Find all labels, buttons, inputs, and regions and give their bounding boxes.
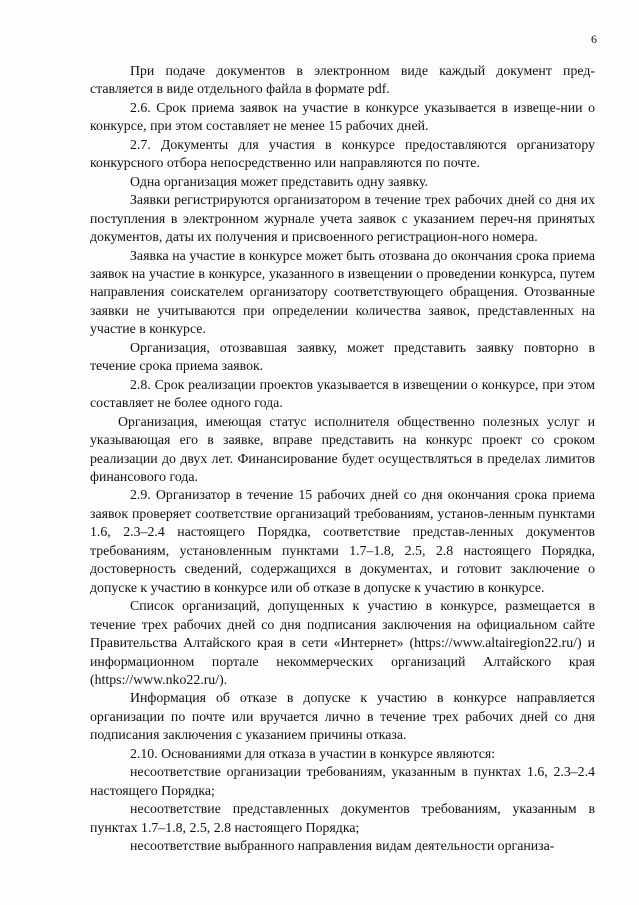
paragraph-reason-documents: несоответствие представленных документов требованиям, указанным в пунктах 1.7–1.8, 2.5, 2.8 настоящего Порядка; — [90, 801, 595, 835]
paragraph-pdf-format: При подаче документов в электронном виде каждый документ пред-ставляется в виде отдельного файла в формате pdf. — [90, 63, 595, 97]
paragraph-registration: Заявки регистрируются организатором в течение трех рабочих дней со дня их поступления в электронном журнале учета заявок с указанием переч-ня принятых документов, даты их получения и присвоенного регистрацион-ного номера. — [90, 192, 595, 245]
paragraph-refusal-info: Информация об отказе в допуске к участию в конкурсе направляется организации по почте или вручается лично в течение трех рабочих дней со дня подписания заключения с указанием причины отказа. — [90, 690, 595, 743]
paragraph-reason-organization: несоответствие организации требованиям, указанным в пунктах 1.6, 2.3–2.4 настоящего Порядка; — [90, 764, 595, 798]
paragraph-reason-direction: несоответствие выбранного направления видам деятельности организа- — [130, 838, 555, 854]
page-number: 6 — [591, 32, 597, 46]
document-body — [90, 62, 595, 855]
paragraph-2-6: 2.6. Срок приема заявок на участие в конкурсе указывается в извеще-нии о конкурсе, при этом составляет не менее 15 рабочих дней. — [90, 99, 595, 134]
paragraph-2-8: 2.8. Срок реализации проектов указывается в извещении о конкурсе, при этом составляет не более одного года. — [90, 376, 595, 411]
paragraph-2-7: 2.7. Документы для участия в конкурсе предоставляются организатору конкурсного отбора непосредственно или направляются по почте. — [90, 136, 595, 171]
paragraph-2-10: 2.10. Основаниями для отказа в участии в конкурсе являются: — [130, 745, 496, 761]
paragraph-2-9: 2.9. Организатор в течение 15 рабочих дней со дня окончания срока приема заявок проверяет соответствие организаций требованиям, установ-ленным пунктами 1.6, 2.3–2.4 настоящего Порядка, соответствие представ-ленных документов требованиям, установленным пунктами 1.7–1.8, 2.5, 2.8 настоящего Порядка, достоверность сведений, содержащихся в документах, и готовит заключение о допуске к участию в конкурсе или об отказе в допуске к участию в конкурсе. — [90, 487, 595, 595]
paragraph-withdrawal: Заявка на участие в конкурсе может быть отозвана до окончания срока приема заявок на участие в конкурсе, указанного в извещении о проведении конкурса, путем направления соискателем организатору соответствующего обращения. Отозванные заявки не учитываются при определении количества заявок, представленных на участие в конкурсе. — [90, 247, 595, 337]
paragraph-resubmission: Организация, отозвавшая заявку, может представить заявку повторно в течение срока приема заявок. — [90, 339, 595, 374]
paragraph-admitted-list: Список организаций, допущенных к участию в конкурсе, размещается в течение трех рабочих дней со дня подписания заключения на официальном сайте Правительства Алтайского края в сети «Интернет» (https://www.altairegion22.ru/) и информационном портале некоммерческих организаций Алтайского края (https://www.nko22.ru/). — [90, 598, 595, 687]
paragraph-one-application: Одна организация может представить одну заявку. — [130, 173, 429, 189]
paragraph-public-services: Организация, имеющая статус исполнителя общественно полезных услуг и указывающая его в заявке, вправе представить на конкурс проект со сроком реализации до двух лет. Финансирование будет осуществляться в пределах лимитов финансового года. — [90, 413, 595, 484]
